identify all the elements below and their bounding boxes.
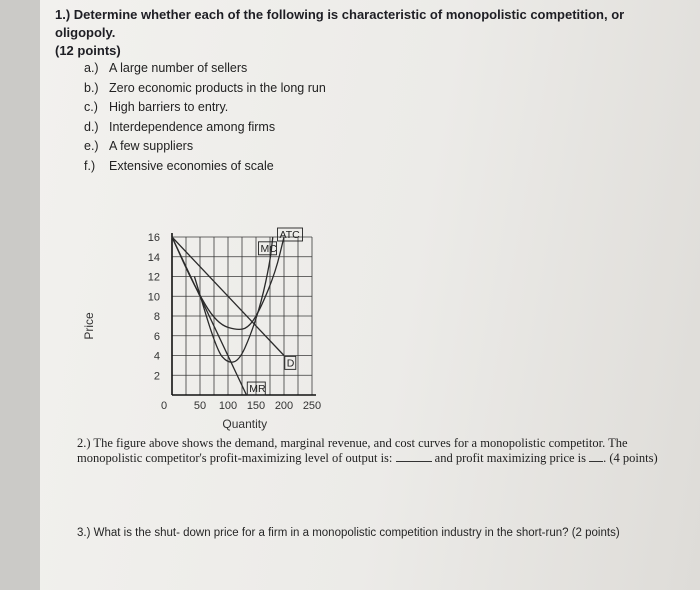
list-item: e.) A few suppliers [84,139,194,153]
x-axis-label: Quantity [222,417,268,431]
y-tick-label: 8 [153,311,160,323]
chart-svg [77,225,327,440]
list-item: a.) A large number of sellers [84,61,248,75]
list-item: f.) Extensive economies of scale [84,158,274,173]
curve-mc [194,237,272,362]
list-item: b.) Zero economic products in the long run [84,80,326,95]
list-item: d.) Interdependence among firms [84,119,276,134]
curve-label: MR [249,383,266,396]
cost-curve-chart [77,225,327,440]
y-tick-label: 6 [153,330,160,343]
curve-label: ATC [279,229,300,241]
curve-label: MC [260,242,277,255]
question-2-text-a: 2.) The figure above shows the demand, marginal revenue, and cost curves for a monopolistic competitor. The monopolistic competitor's profit-maximizing level of output is: [77,436,628,465]
x-tick-label: 150 [246,400,266,412]
x-tick-label: 100 [218,400,238,412]
question-2 [77,436,672,466]
y-tick-label: 14 [147,251,160,264]
question-3 [77,525,667,542]
y-axis-label: Price [82,312,96,340]
question-2-text-c: . (4 points) [603,451,658,465]
y-tick-label: 10 [147,291,160,304]
y-tick-label: 16 [147,232,160,244]
x-tick-label: 0 [160,400,168,412]
list-item: c.) High barriers to entry. [84,100,229,114]
curve-label: D [286,357,295,370]
worksheet-page [40,0,700,590]
page-edge-shadow [0,0,40,590]
output-answer-blank[interactable] [396,461,432,462]
y-tick-label: 2 [153,370,160,383]
x-tick-label: 200 [274,400,294,412]
price-answer-blank[interactable] [589,461,603,462]
question-2-text-b: and profit maximizing price is [434,451,587,465]
y-tick-label: 12 [147,271,160,284]
y-tick-label: 4 [153,350,160,363]
question-1-list [84,59,326,176]
x-tick-label: 250 [302,400,322,412]
x-tick-label: 50 [193,400,207,412]
question-3-text: 3.) What is the shut- down price for a firm in a monopolistic competition industry in the short-run? (2 points) [77,527,620,539]
question-1-points: (12 points) [55,43,121,58]
question-1 [55,6,685,60]
question-1-prompt: 1.) Determine whether each of the following is characteristic of monopolistic competition, or oligopoly. [55,7,625,40]
